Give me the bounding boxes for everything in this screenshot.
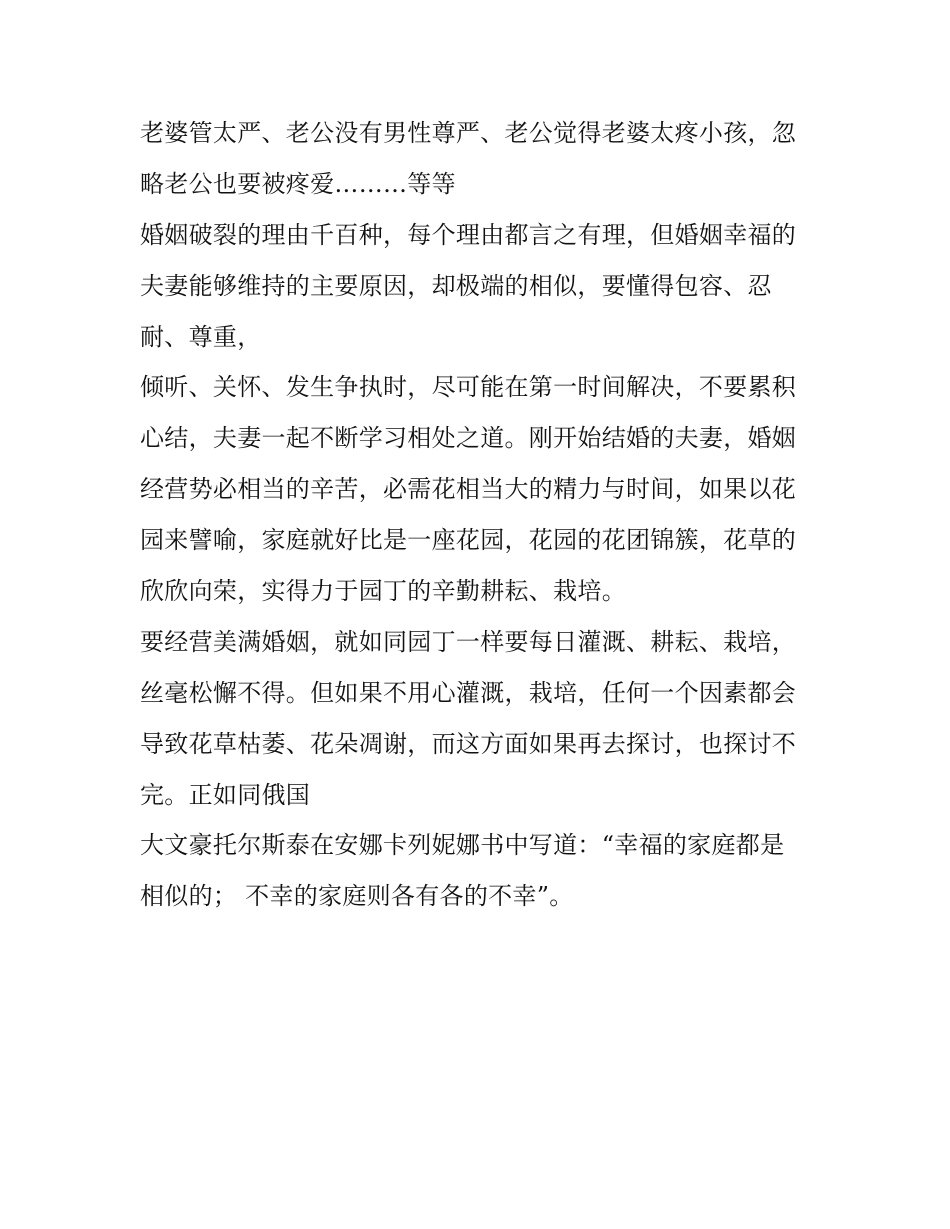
text-line: 完。正如同俄国 (140, 780, 311, 809)
text-line: 欣欣向荣，实得力于园丁的辛勤耕耘、栽培。 (140, 577, 626, 606)
text-line: 耐、尊重， (140, 322, 262, 351)
text-line: 要经营美满婚姻，就如同园丁一样要每日灌溉、耕耘、栽培， (140, 627, 797, 656)
document-body (140, 108, 820, 922)
text-line: 老婆管太严、老公没有男性尊严、老公觉得老婆太疼小孩，忽 (140, 119, 797, 147)
text-line: 心结，夫妻一起不断学习相处之道。刚开始结婚的夫妻，婚姻 (140, 424, 797, 453)
text-line: 丝毫松懈不得。但如果不用心灌溉，栽培，任何一个因素都会 (140, 678, 797, 707)
text-line: 婚姻破裂的理由千百种，每个理由都言之有理，但婚姻幸福的 (140, 220, 797, 249)
text-line: 相似的； 不幸的家庭则各有各的不幸”。 (140, 882, 574, 911)
text-line: 经营势必相当的辛苦，必需花相当大的精力与时间，如果以花 (140, 475, 797, 504)
text-line: 园来譬喻，家庭就好比是一座花园，花园的花团锦簇，花草的 (140, 526, 797, 555)
text-line: 倾听、关怀、发生争执时，尽可能在第一时间解决，不要累积 (140, 373, 797, 402)
text-line: 夫妻能够维持的主要原因，却极端的相似，要懂得包容、忍 (140, 271, 772, 300)
text-line: 略老公也要被疼爱………等等 (140, 169, 456, 198)
text-line: 导致花草枯萎、花朵凋谢，而这方面如果再去探讨，也探讨不 (140, 729, 797, 758)
text-line: 大文豪托尔斯泰在安娜卡列妮娜书中写道：“幸福的家庭都是 (140, 831, 785, 860)
